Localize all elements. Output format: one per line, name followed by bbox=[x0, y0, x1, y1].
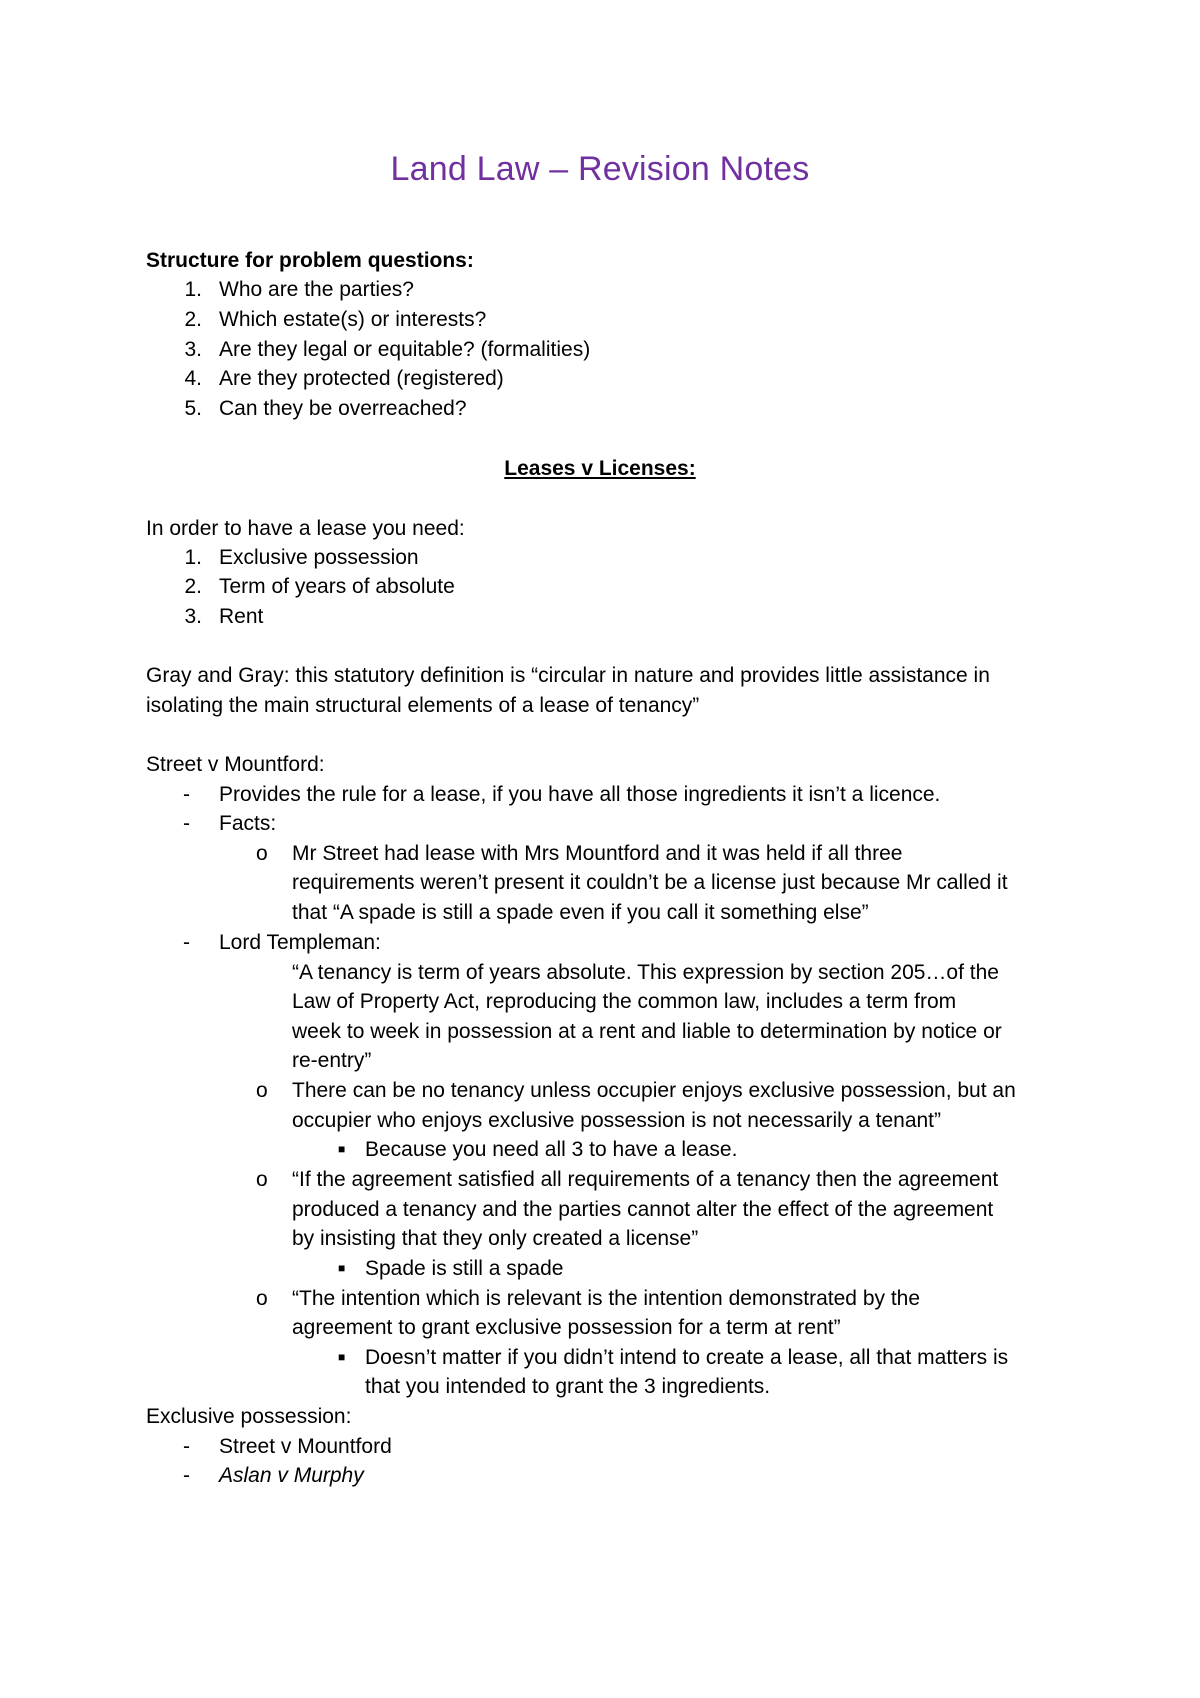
bullet-text: Provides the rule for a lease, if you have all those ingredients it isn’t a licence. bbox=[219, 783, 941, 806]
list-item: Which estate(s) or interests? bbox=[219, 308, 487, 331]
structure-heading: Structure for problem questions: bbox=[146, 249, 474, 272]
list-number: 2. bbox=[184, 575, 202, 598]
gray-quote-line: isolating the main structural elements of a lease of tenancy” bbox=[146, 694, 700, 717]
list-number: 3. bbox=[184, 338, 202, 361]
section-heading-leases: Leases v Licenses: bbox=[504, 457, 696, 480]
quote-line: agreement to grant exclusive possession for a term at rent” bbox=[292, 1316, 841, 1339]
sub-point: Because you need all 3 to have a lease. bbox=[365, 1138, 738, 1161]
sub-point: that you intended to grant the 3 ingredients. bbox=[365, 1375, 771, 1398]
templeman-quote-line: week to week in possession at a rent and liable to determination by notice or bbox=[292, 1020, 1002, 1043]
dash-bullet: - bbox=[183, 812, 190, 835]
circle-bullet: o bbox=[256, 1287, 268, 1310]
square-bullet: ■ bbox=[338, 1350, 346, 1364]
list-number: 5. bbox=[184, 397, 202, 420]
quote-line: There can be no tenancy unless occupier enjoys exclusive possession, but an bbox=[292, 1079, 1016, 1102]
dash-bullet: - bbox=[183, 1435, 190, 1458]
list-number: 2. bbox=[184, 308, 202, 331]
templeman-quote-line: re-entry” bbox=[292, 1049, 372, 1072]
quote-line: produced a tenancy and the parties cannot alter the effect of the agreement bbox=[292, 1198, 994, 1221]
exclusive-heading: Exclusive possession: bbox=[146, 1405, 352, 1428]
case-item: Street v Mountford bbox=[219, 1435, 392, 1458]
facts-line: requirements weren’t present it couldn’t be a license just because Mr called it bbox=[292, 871, 1008, 894]
list-item: Can they be overreached? bbox=[219, 397, 467, 420]
bullet-text: Lord Templeman: bbox=[219, 931, 381, 954]
gray-quote-line: Gray and Gray: this statutory definition is “circular in nature and provides little assistance in bbox=[146, 664, 990, 687]
quote-line: “If the agreement satisfied all requirements of a tenancy then the agreement bbox=[292, 1168, 999, 1191]
bullet-text: Facts: bbox=[219, 812, 277, 835]
circle-bullet: o bbox=[256, 842, 268, 865]
quote-line: by insisting that they only created a license” bbox=[292, 1227, 699, 1250]
dash-bullet: - bbox=[183, 783, 190, 806]
templeman-quote-line: Law of Property Act, reproducing the common law, includes a term from bbox=[292, 990, 957, 1013]
case-item: Aslan v Murphy bbox=[219, 1464, 364, 1487]
square-bullet: ■ bbox=[338, 1261, 346, 1275]
square-bullet: ■ bbox=[338, 1142, 346, 1156]
street-heading: Street v Mountford: bbox=[146, 753, 325, 776]
list-number: 3. bbox=[184, 605, 202, 628]
quote-line: “The intention which is relevant is the intention demonstrated by the bbox=[292, 1287, 921, 1310]
sub-point: Spade is still a spade bbox=[365, 1257, 564, 1280]
sub-point: Doesn’t matter if you didn’t intend to create a lease, all that matters is bbox=[365, 1346, 1009, 1369]
circle-bullet: o bbox=[256, 1079, 268, 1102]
dash-bullet: - bbox=[183, 931, 190, 954]
list-number: 1. bbox=[184, 546, 202, 569]
lease-intro: In order to have a lease you need: bbox=[146, 517, 465, 540]
list-item: Rent bbox=[219, 605, 264, 628]
page-title: Land Law – Revision Notes bbox=[390, 150, 810, 188]
facts-line: that “A spade is still a spade even if you call it something else” bbox=[292, 901, 869, 924]
dash-bullet: - bbox=[183, 1464, 190, 1487]
list-item: Are they legal or equitable? (formalities) bbox=[219, 338, 591, 361]
facts-line: Mr Street had lease with Mrs Mountford and it was held if all three bbox=[292, 842, 903, 865]
list-number: 1. bbox=[184, 278, 202, 301]
quote-line: occupier who enjoys exclusive possession is not necessarily a tenant” bbox=[292, 1109, 942, 1132]
circle-bullet: o bbox=[256, 1168, 268, 1191]
list-item: Exclusive possession bbox=[219, 546, 419, 569]
list-number: 4. bbox=[184, 367, 202, 390]
list-item: Are they protected (registered) bbox=[219, 367, 504, 390]
list-item: Who are the parties? bbox=[219, 278, 414, 301]
list-item: Term of years of absolute bbox=[219, 575, 455, 598]
templeman-quote-line: “A tenancy is term of years absolute. This expression by section 205…of the bbox=[292, 961, 999, 984]
